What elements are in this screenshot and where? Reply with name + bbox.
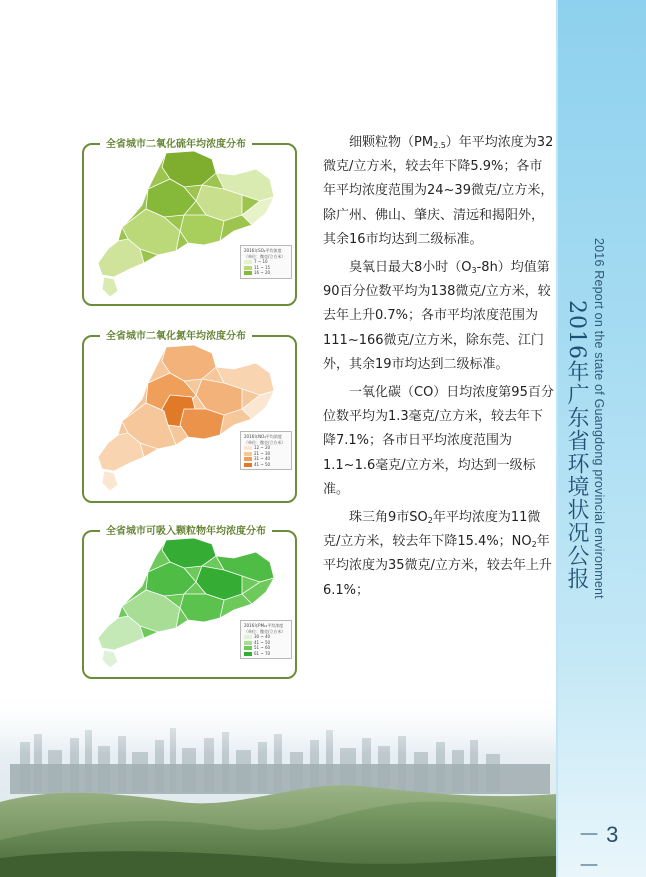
guangdong-map-so2 [84,145,295,304]
legend-item: 31 ~ 40 [244,456,288,462]
map-panel-pm10 [82,526,297,679]
page-number: － 3 － [578,822,619,877]
map-legend [240,620,292,659]
legend-item: 16 ~ 20 [244,270,288,276]
legend-unit: （单位：微克/立方米） [244,628,286,634]
legend-item: 11 ~ 15 [244,265,288,271]
report-title-english: 2016 Report on the state of Guangdong provincial environment [592,238,606,599]
map-title: 全省城市可吸入颗粒物年均浓度分布 [100,522,272,537]
legend-unit: （单位：微克/立方米） [244,439,286,445]
paragraph-pm25: 细颗粒物$(PM_{2.5})$年平均浓度为32微克/立方米，较去年下降5.9%；各市年平均浓度范围为24~39微克/立方米，除广州、佛山、肇庆、清远和揭阳外，其余16市均达到二级标准。 [323,135,554,247]
legend-title: 2016年SO₂平均浓度 [244,248,282,253]
legend-unit: （单位：微克/立方米） [244,253,286,259]
body-text-column [323,131,555,607]
map-title: 全省城市二氧化硫年均浓度分布 [100,135,252,150]
paragraph-ozone: 臭氧日最大8小时$(O_3-8h)$均值第90百分位数平均为138微克/立方米，较去年上升0.7%；各市平均浓度范围为111~166微克/立方米，除东莞、江门外，其余19市均达到二级标准。 [323,260,551,372]
map-title: 全省城市二氧化氮年均浓度分布 [100,327,252,342]
map-panel-no2 [82,331,297,503]
city-landscape-photo [0,690,556,877]
legend-item: 51 ~ 60 [244,645,288,651]
legend-title: 2016年PM₁₀平均浓度 [244,623,284,628]
legend-item: 12 ~ 20 [244,445,288,451]
paragraph-prd-so2-no2: 珠三角9市$SO_2$年平均浓度为11微克/立方米，较去年下降15.4%；$NO_2$年平均浓度为35微克/立方米，较去年上升6.1%； [323,510,552,598]
legend-item: 7 ~ 10 [244,259,288,265]
legend-item: 41 ~ 50 [244,462,288,468]
legend-title: 2016年NO₂平均浓度 [244,434,282,439]
legend-item: 30 ~ 40 [244,634,288,640]
legend-item: 41 ~ 50 [244,640,288,646]
map-legend [240,431,292,470]
legend-item: 61 ~ 70 [244,651,288,657]
sidebar-edge [556,0,558,877]
guangdong-map-no2 [84,337,295,501]
map-legend [240,245,292,279]
report-title-chinese: 2016年广东省环境状况公报 [564,300,589,590]
map-panel-so2 [82,139,297,306]
paragraph-co: 一氧化碳（CO）日均浓度第95百分位数平均为1.3毫克/立方米，较去年下降7.1%；各市日平均浓度范围为1.1~1.6毫克/立方米，均达到一级标准。 [323,385,554,497]
legend-item: 21 ~ 30 [244,451,288,457]
